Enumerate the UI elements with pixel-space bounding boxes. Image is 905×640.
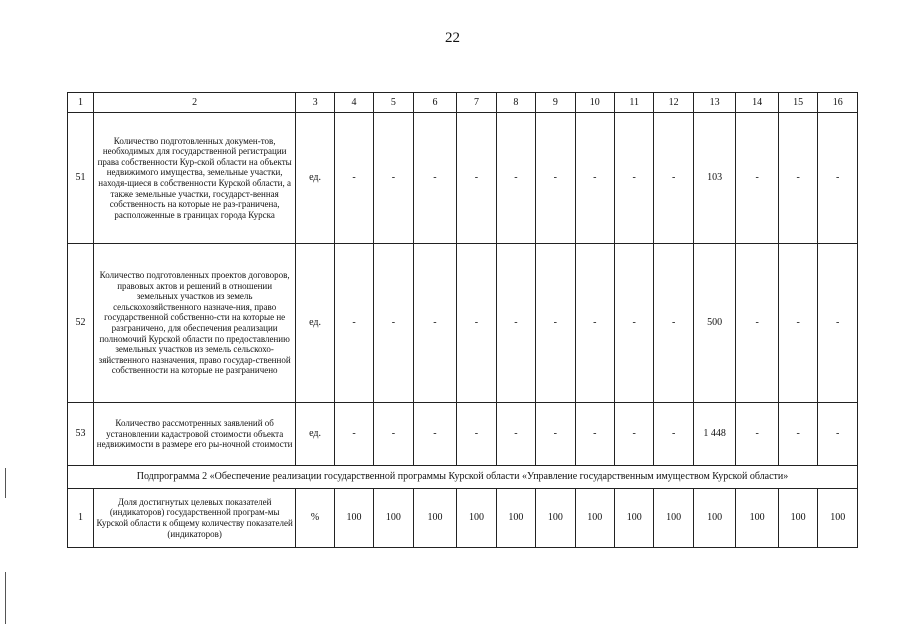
column-number-cell: 16: [818, 93, 858, 113]
value-cell: 100: [496, 489, 535, 548]
value-cell: -: [654, 403, 693, 466]
value-cell: 100: [654, 489, 693, 548]
value-cell: 100: [334, 489, 373, 548]
value-cell: -: [614, 403, 653, 466]
value-cell: -: [818, 403, 858, 466]
column-number-cell: 15: [778, 93, 817, 113]
value-cell: -: [614, 113, 653, 244]
unit-cell: ед.: [296, 403, 334, 466]
value-cell: 100: [374, 489, 413, 548]
column-number-cell: 11: [614, 93, 653, 113]
value-cell: -: [374, 113, 413, 244]
value-cell: 1 448: [693, 403, 736, 466]
value-cell: -: [575, 113, 614, 244]
column-number-cell: 8: [496, 93, 535, 113]
table-row: [68, 244, 858, 403]
value-cell: 100: [536, 489, 575, 548]
indicator-name-cell: Количество рассмотренных заявлений об установлении кадастровой стоимости объекта недвижимости в размере его ры-ночной стоимости: [93, 403, 295, 466]
value-cell: -: [736, 113, 779, 244]
value-cell: 100: [693, 489, 736, 548]
indicator-name-cell: Доля достигнутых целевых показателей (индикаторов) государственной програм-мы Курской области к общему количеству показателей (индикаторов): [93, 489, 295, 548]
value-cell: -: [654, 244, 693, 403]
row-number-cell: 51: [68, 113, 94, 244]
table-row: [68, 489, 858, 548]
value-cell: 100: [413, 489, 457, 548]
value-cell: -: [614, 244, 653, 403]
indicator-name-cell: Количество подготовленных проектов договоров, правовых актов и решений в отношении земельных участков из земель сельскохозяйственного назначе-ния, право государственной собственно-сти на которые не разграничено, для обеспечения реализации полномочий Курской области по предоставлению земельных участков из земель сельскохо-зяйственного назначения, право государ-ственной собственности на которые не разграничено: [93, 244, 295, 403]
column-number-cell: 14: [736, 93, 779, 113]
value-cell: -: [654, 113, 693, 244]
value-cell: 103: [693, 113, 736, 244]
margin-mark: [5, 468, 6, 498]
value-cell: -: [496, 113, 535, 244]
table-row: [68, 403, 858, 466]
value-cell: -: [575, 244, 614, 403]
table-row: [68, 113, 858, 244]
column-number-cell: 10: [575, 93, 614, 113]
value-cell: -: [818, 244, 858, 403]
column-number-cell: 3: [296, 93, 334, 113]
value-cell: 100: [778, 489, 817, 548]
value-cell: -: [736, 244, 779, 403]
value-cell: -: [818, 113, 858, 244]
value-cell: 100: [457, 489, 496, 548]
unit-cell: %: [296, 489, 334, 548]
value-cell: 100: [818, 489, 858, 548]
value-cell: -: [374, 244, 413, 403]
value-cell: -: [334, 244, 373, 403]
value-cell: -: [496, 244, 535, 403]
value-cell: -: [536, 244, 575, 403]
value-cell: -: [496, 403, 535, 466]
value-cell: -: [334, 113, 373, 244]
subprogram-row: [68, 466, 858, 489]
unit-cell: ед.: [296, 244, 334, 403]
column-number-row: [68, 93, 858, 113]
value-cell: -: [536, 113, 575, 244]
value-cell: 100: [736, 489, 779, 548]
indicators-table: [67, 92, 858, 548]
column-number-cell: 2: [93, 93, 295, 113]
row-number-cell: 52: [68, 244, 94, 403]
value-cell: -: [778, 244, 817, 403]
value-cell: 100: [575, 489, 614, 548]
value-cell: -: [736, 403, 779, 466]
column-number-cell: 13: [693, 93, 736, 113]
value-cell: -: [457, 403, 496, 466]
subprogram-title: Подпрограмма 2 «Обеспечение реализации государственной программы Курской области «Управление государственным имуществом Курской области»: [68, 466, 858, 489]
row-number-cell: 53: [68, 403, 94, 466]
indicator-name-cell: Количество подготовленных докумен-тов, необходимых для государственной регистрации права собственности Кур-ской области на объекты недвижимого имущества, земельные участки, находя-щиеся в собственности Курской области, а также земельные участки, государст-венная собственность на которые не раз-граничена, расположенные в границах города Курска: [93, 113, 295, 244]
value-cell: -: [413, 244, 457, 403]
column-number-cell: 1: [68, 93, 94, 113]
value-cell: -: [334, 403, 373, 466]
column-number-cell: 6: [413, 93, 457, 113]
value-cell: -: [413, 403, 457, 466]
value-cell: -: [778, 113, 817, 244]
column-number-cell: 12: [654, 93, 693, 113]
column-number-cell: 7: [457, 93, 496, 113]
column-number-cell: 9: [536, 93, 575, 113]
value-cell: -: [778, 403, 817, 466]
page-number: 22: [445, 30, 460, 46]
margin-mark: [5, 572, 6, 624]
table-body: [68, 93, 858, 548]
value-cell: -: [374, 403, 413, 466]
column-number-cell: 5: [374, 93, 413, 113]
row-number-cell: 1: [68, 489, 94, 548]
value-cell: 100: [614, 489, 653, 548]
column-number-cell: 4: [334, 93, 373, 113]
value-cell: -: [413, 113, 457, 244]
value-cell: -: [457, 113, 496, 244]
value-cell: -: [575, 403, 614, 466]
unit-cell: ед.: [296, 113, 334, 244]
value-cell: 500: [693, 244, 736, 403]
value-cell: -: [457, 244, 496, 403]
value-cell: -: [536, 403, 575, 466]
